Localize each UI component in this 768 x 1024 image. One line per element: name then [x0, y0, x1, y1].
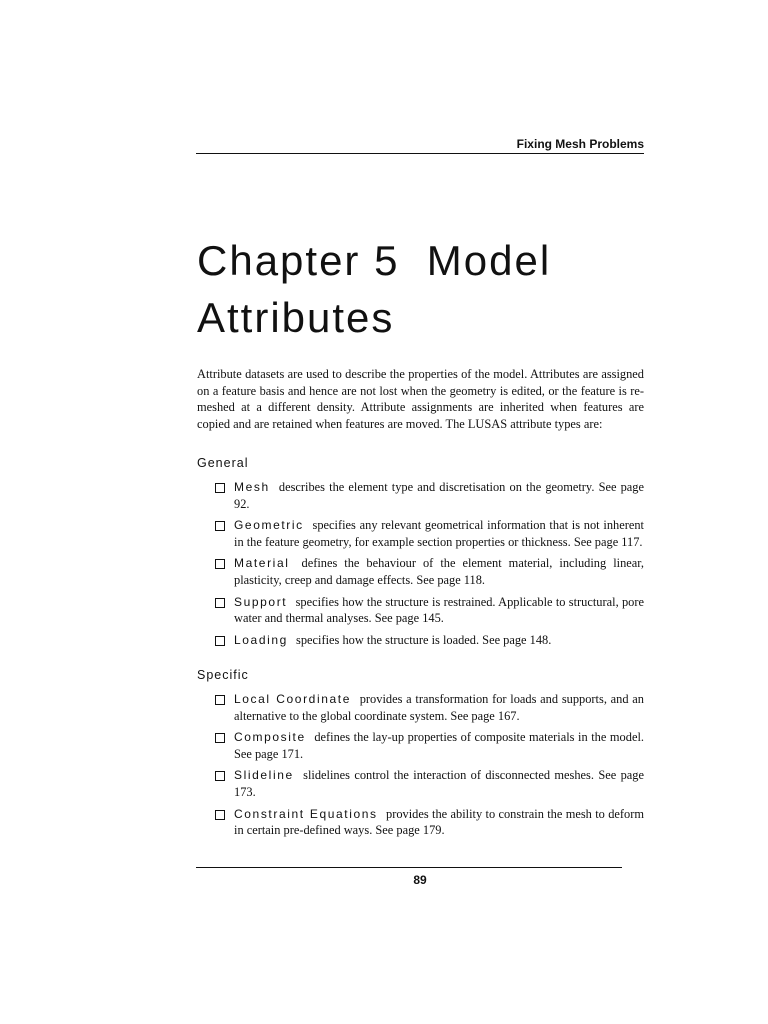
list-item-support: [215, 594, 644, 627]
section-heading-specific: Specific: [197, 668, 249, 682]
list-item-mesh: [215, 479, 644, 512]
checkbox-bullet-icon: [215, 636, 225, 646]
list-item-local-coordinate: [215, 691, 644, 724]
checkbox-bullet-icon: [215, 695, 225, 705]
attribute-term: Constraint Equations: [234, 806, 378, 821]
attribute-term: Slideline: [234, 768, 294, 783]
general-attribute-list: [215, 479, 644, 653]
list-item-constraint-equations: [215, 806, 644, 839]
attribute-term: Local Coordinate: [234, 692, 351, 706]
page-number: 89: [413, 873, 427, 887]
checkbox-bullet-icon: [215, 559, 225, 569]
attribute-term: Mesh: [234, 480, 270, 494]
checkbox-bullet-icon: [215, 598, 225, 608]
attribute-term: Material: [234, 556, 290, 571]
attribute-term: Composite: [234, 730, 306, 745]
attribute-term: Geometric: [234, 518, 304, 533]
attribute-description: defines the behaviour of the element material, including linear, plasticity, creep and damage effects. See page 118.: [234, 556, 644, 587]
attribute-description: provides a transformation for loads and supports, and an alternative to the global coordinate system. See page 167.: [234, 692, 644, 723]
checkbox-bullet-icon: [215, 521, 225, 531]
attribute-description: specifies any relevant geometrical information that is not inherent in the feature geometry, for example section properties or thickness. See page 117.: [234, 518, 644, 549]
footer-rule: [196, 867, 622, 868]
attribute-term: Support: [234, 594, 288, 609]
list-item-slideline: [215, 767, 644, 800]
attribute-description: specifies how the structure is loaded. See page 148.: [296, 632, 552, 647]
list-item-composite: [215, 729, 644, 762]
checkbox-bullet-icon: [215, 810, 225, 820]
list-item-loading: [215, 632, 644, 649]
chapter-title-line-1: Chapter 5 Model: [197, 237, 552, 284]
attribute-description: specifies how the structure is restrained. Applicable to structural, pore water and thermal analyses. See page 145.: [234, 594, 645, 626]
running-header: Fixing Mesh Problems: [516, 137, 644, 151]
chapter-title: [197, 232, 637, 346]
intro-paragraph: Attribute datasets are used to describe the properties of the model. Attributes are assigned on a feature basis and hence are not lost when the geometry is edited, or the feature is re-meshed at a different density. Attribute assignments are inherited when features are copied and are retained when features are moved. The LUSAS attribute types are:: [197, 367, 644, 431]
checkbox-bullet-icon: [215, 483, 225, 493]
checkbox-bullet-icon: [215, 733, 225, 743]
attribute-description: defines the lay-up properties of composite materials in the model. See page 171.: [234, 730, 644, 761]
checkbox-bullet-icon: [215, 771, 225, 781]
specific-attribute-list: [215, 691, 644, 844]
attribute-term: Loading: [234, 632, 288, 647]
list-item-geometric: [215, 517, 644, 550]
attribute-description: slidelines control the interaction of disconnected meshes. See page 173.: [234, 768, 644, 799]
list-item-material: [215, 555, 644, 588]
attribute-description: describes the element type and discretisation on the geometry. See page 92.: [234, 480, 644, 511]
header-rule: [196, 153, 644, 154]
section-heading-general: General: [197, 456, 249, 470]
chapter-title-line-2: Attributes: [197, 294, 395, 341]
attribute-description: provides the ability to constrain the mesh to deform in certain pre-defined ways. See page 179.: [234, 806, 644, 838]
